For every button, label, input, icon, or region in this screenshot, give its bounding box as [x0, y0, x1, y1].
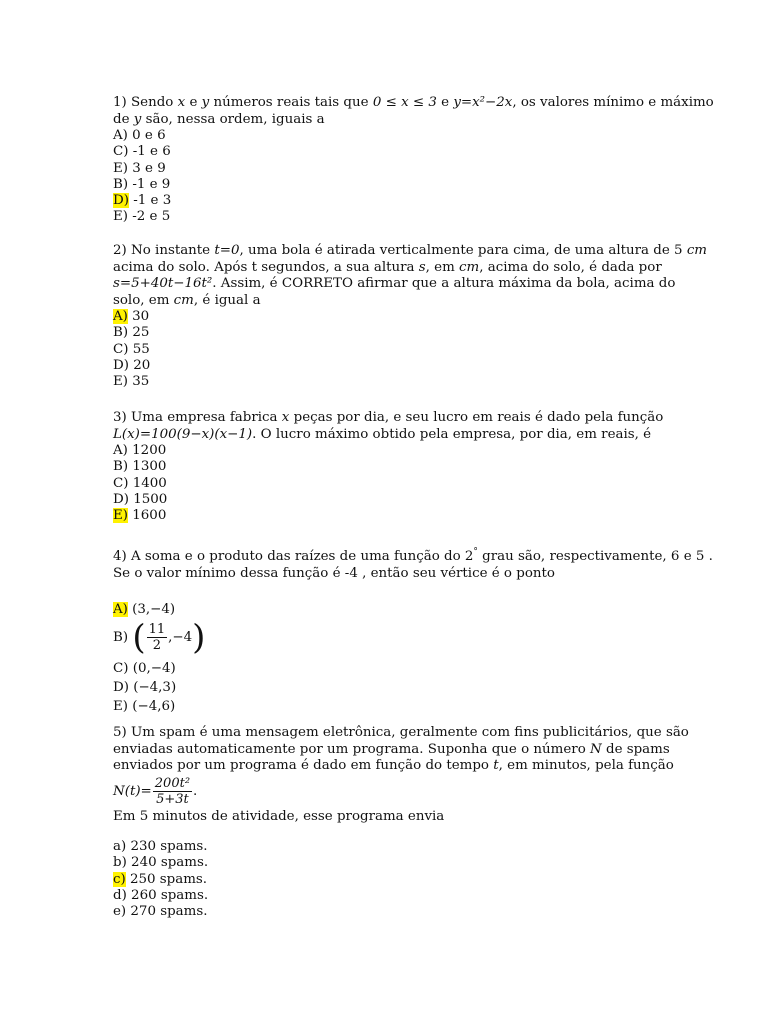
- q1-text: e: [185, 95, 202, 110]
- q1-option: E) 3 e 9: [113, 160, 166, 176]
- q1-text: de: [113, 111, 134, 127]
- question-2: [113, 243, 708, 390]
- q1-option-text: -1 e 3: [133, 193, 172, 209]
- question-5: [113, 725, 689, 920]
- q3-option-text: 1600: [128, 508, 167, 524]
- fraction-denominator: 5+3t: [156, 791, 189, 807]
- q5-fraction: [153, 776, 192, 807]
- q3-text: peças por dia, e seu lucro em reais é dado pela função: [289, 410, 664, 425]
- q2-option: E) 35: [113, 374, 150, 390]
- q4-line-1: [113, 544, 713, 566]
- q2-text: , acima do solo, é dada por: [479, 259, 662, 275]
- q3-line-1: [113, 410, 664, 427]
- q4-option: D) (−4,3): [113, 680, 177, 695]
- q2-var: s: [418, 259, 426, 275]
- q1-text: , os valores mínimo e máximo: [512, 95, 714, 110]
- q5-option: d) 260 spams.: [113, 887, 209, 903]
- q3-equation: L(x)=100(9−x)(x−1): [113, 426, 253, 442]
- q2-unit: cm: [686, 243, 708, 258]
- q4-fraction: [147, 622, 168, 653]
- q5-text: enviados por um programa é dado em função do tempo: [113, 758, 494, 773]
- q1-text: e: [436, 95, 454, 110]
- q5-text: .: [193, 783, 198, 799]
- q5-text: , em minutos, pela função: [498, 758, 674, 773]
- q3-text: 3) Uma empresa fabrica: [113, 410, 282, 425]
- q2-option: B) 25: [113, 325, 150, 341]
- answer-highlight: c): [113, 871, 126, 887]
- q2-line-4: [113, 293, 661, 310]
- q2-unit: cm: [173, 292, 194, 308]
- q4-option-text: ,−4: [168, 630, 193, 645]
- q4-degree: °: [473, 547, 478, 557]
- q1-text: números reais tais que: [209, 95, 373, 110]
- q2-math: t=0: [214, 243, 240, 258]
- q4-option: E) (−4,6): [113, 699, 176, 714]
- paren-left: (: [132, 617, 146, 658]
- q2-text: 2) No instante: [113, 243, 215, 258]
- q1-line-1: [113, 95, 714, 112]
- q2-line-2: [113, 260, 661, 277]
- q5-line-2: [113, 741, 670, 759]
- q1-condition: 0 ≤ x ≤ 3: [372, 95, 437, 110]
- q3-line-2: [113, 427, 661, 444]
- q1-var-y: y: [133, 111, 142, 127]
- q1-option: A) 0 e 6: [113, 128, 166, 143]
- q4-line-2: Se o valor mínimo dessa função é -4 , então seu vértice é o ponto: [113, 565, 555, 581]
- q5-formula: [113, 775, 661, 809]
- q1-var-x: x: [177, 95, 186, 110]
- q1-option: E) -2 e 5: [113, 209, 171, 225]
- q5-option-answer: [113, 872, 661, 888]
- fraction-numerator: 200t²: [154, 775, 191, 791]
- answer-highlight: A): [113, 602, 128, 617]
- answer-highlight: A): [113, 309, 128, 324]
- q2-text: , em: [425, 259, 460, 275]
- q3-text: . O lucro máximo obtido pela empresa, por dia, em reais, é: [252, 426, 652, 442]
- q2-text: , é igual a: [193, 292, 261, 308]
- q4-text: grau são, respectivamente, 6 e 5 .: [477, 549, 713, 564]
- q3-option: B) 1300: [113, 459, 167, 475]
- q5-option: b) 240 spams.: [113, 855, 209, 871]
- q2-unit: cm: [459, 259, 480, 275]
- q1-equation: y=x²−2x: [453, 95, 513, 110]
- q3-option-answer: [113, 508, 661, 524]
- q1-option: B) -1 e 9: [113, 176, 171, 192]
- q5-var: N: [590, 741, 602, 757]
- q5-option: a) 230 spams.: [113, 839, 208, 854]
- question-3: [113, 410, 664, 524]
- q3-option: C) 1400: [113, 475, 167, 491]
- q2-option: D) 20: [113, 357, 151, 373]
- q2-line-1: [113, 243, 708, 260]
- q1-option-answer: [113, 193, 661, 209]
- q5-line-1: 5) Um spam é uma mensagem eletrônica, geralmente com fins publicitários, que são: [113, 725, 689, 740]
- q5-option: e) 270 spams.: [113, 904, 208, 920]
- q5-var: t: [493, 758, 499, 773]
- q5-line-3: [113, 758, 674, 775]
- fraction-denominator: 2: [152, 638, 161, 653]
- q2-text: acima do solo. Após t segundos, a sua altura: [113, 259, 419, 275]
- q2-text: , uma bola é atirada verticalmente para cima, de uma altura de 5: [239, 243, 687, 258]
- q1-line-2: [113, 112, 661, 129]
- fraction-numerator: 11: [148, 622, 166, 637]
- q5-formula-lhs: N(t)=: [113, 783, 152, 799]
- q2-option-answer: [113, 309, 661, 325]
- q1-option: C) -1 e 6: [113, 144, 171, 160]
- q2-equation: s=5+40t−16t²: [113, 276, 213, 291]
- answer-highlight: E): [113, 508, 128, 524]
- q3-option: A) 1200: [113, 443, 167, 458]
- q1-var-y: y: [201, 95, 210, 110]
- q5-text: de spams: [601, 741, 670, 757]
- q5-option-text: 250 spams.: [125, 871, 208, 887]
- q3-option: D) 1500: [113, 491, 168, 507]
- q4-option-answer: [113, 600, 661, 619]
- q2-line-3: [113, 276, 676, 293]
- q1-text: são, nessa ordem, iguais a: [141, 111, 325, 127]
- q1-text: 1) Sendo: [113, 95, 178, 110]
- q4-text: 4) A soma e o produto das raízes de uma função do 2: [113, 549, 474, 564]
- q4-option-label: B): [113, 630, 133, 645]
- q5-line-5: Em 5 minutos de atividade, esse programa envia: [113, 808, 445, 824]
- paren-right: ): [192, 617, 206, 658]
- q3-var: x: [281, 410, 290, 425]
- q2-option: C) 55: [113, 341, 150, 357]
- question-4: [113, 544, 713, 716]
- q5-text: enviadas automaticamente por um programa. Suponha que o número: [113, 741, 591, 757]
- q4-option-b: [113, 619, 661, 659]
- answer-highlight: D): [113, 193, 129, 209]
- q4-option: C) (0,−4): [113, 661, 176, 676]
- q2-text: solo, em: [113, 292, 174, 308]
- q2-text: . Assim, é CORRETO afirmar que a altura máxima da bola, acima do: [212, 276, 676, 291]
- q2-option-text: 30: [127, 309, 150, 324]
- question-1: [113, 95, 714, 226]
- q4-option-text: (3,−4): [127, 602, 176, 617]
